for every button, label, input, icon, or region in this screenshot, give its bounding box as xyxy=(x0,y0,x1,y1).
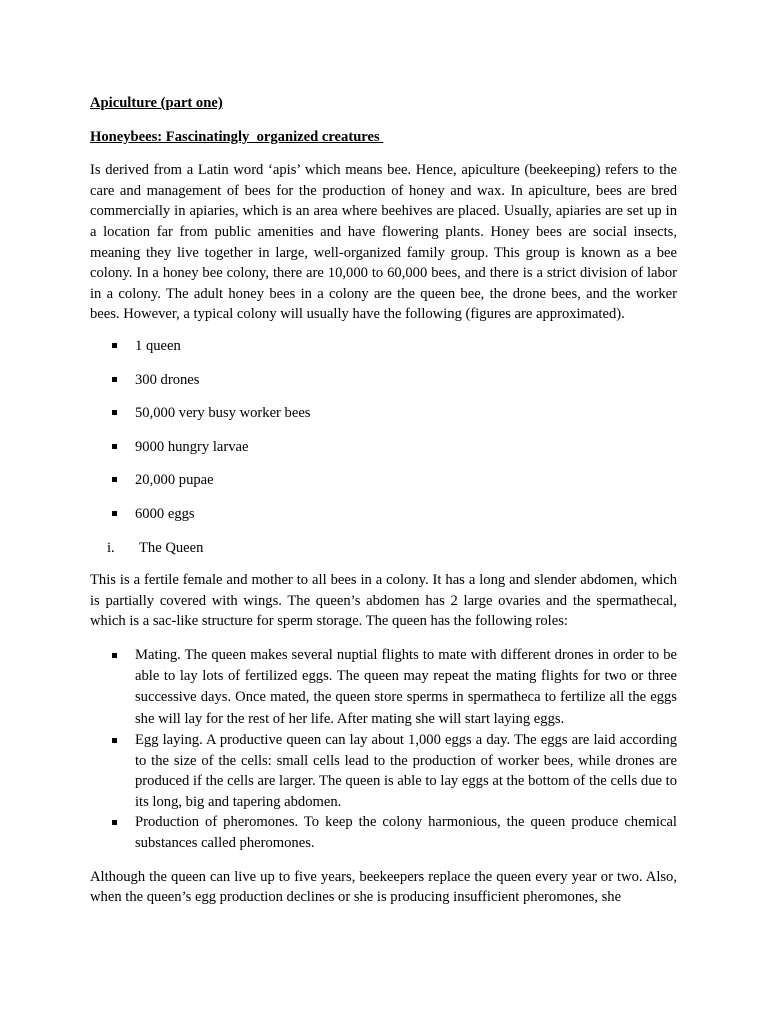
square-bullet-icon xyxy=(112,377,117,382)
list-item: Egg laying. A productive queen can lay about 1,000 eggs a day. The eggs are laid according to the size of the cells: small cells lead to the production of worker bees, while drones are produced if the cells are larger. The queen is able to lay eggs at the bottom of the cells due to its long, big and tapering abdomen. xyxy=(90,730,677,812)
queen-roles-list xyxy=(90,645,677,854)
colony-composition-list xyxy=(90,336,677,525)
document-page xyxy=(90,93,677,908)
list-item: Mating. The queen makes several nuptial flights to mate with different drones in order to be able to lay lots of fertilized eggs. The queen may repeat the mating flights for two or three successive days. Once mated, the queen store sperms in spermatheca to fertilize all the eggs she will lay for the rest of her life. After mating she will start laying eggs. xyxy=(90,645,677,730)
section-title: The Queen xyxy=(139,539,204,556)
section-heading-queen xyxy=(90,538,677,559)
square-bullet-icon xyxy=(112,653,117,658)
document-subtitle: Honeybees: Fascinatingly organized creatures xyxy=(90,128,384,145)
square-bullet-icon xyxy=(112,820,117,825)
square-bullet-icon xyxy=(112,511,117,516)
document-title: Apiculture (part one) xyxy=(90,95,223,111)
square-bullet-icon xyxy=(112,410,117,415)
square-bullet-icon xyxy=(112,477,117,482)
list-item: 50,000 very busy worker bees xyxy=(90,403,677,424)
list-item: 6000 eggs xyxy=(90,504,677,525)
list-item: 1 queen xyxy=(90,336,677,357)
list-item: 300 drones xyxy=(90,370,677,391)
intro-paragraph: Is derived from a Latin word ‘apis’ which means bee. Hence, apiculture (beekeeping) refers to the care and management of bees for the production of honey and wax. In apiculture, bees are bred commercially in apiaries, which is an area where beehives are placed. Usually, apiaries are set up in a location far from public amenities and have flowering plants. Honey bees are social insects, meaning they live together in large, well-organized family group. This group is known as a bee colony. In a honey bee colony, there are 10,000 to 60,000 bees, and there is a strict division of labor in a colony. The adult honey bees in a colony are the queen bee, the drone bees, and the worker bees. However, a typical colony will usually have the following (figures are approximated). xyxy=(90,162,677,323)
list-item: 9000 hungry larvae xyxy=(90,437,677,458)
square-bullet-icon xyxy=(112,444,117,449)
list-item: 20,000 pupae xyxy=(90,470,677,491)
closing-paragraph: Although the queen can live up to five years, beekeepers replace the queen every year or two. Also, when the queen’s egg production declines or she is producing insufficient pheromones, she xyxy=(90,868,677,906)
square-bullet-icon xyxy=(112,738,117,743)
list-item: Production of pheromones. To keep the colony harmonious, the queen produce chemical substances called pheromones. xyxy=(90,812,677,853)
section-number: i. xyxy=(107,539,115,556)
square-bullet-icon xyxy=(112,343,117,348)
queen-description-paragraph: This is a fertile female and mother to all bees in a colony. It has a long and slender abdomen, which is partially covered with wings. The queen’s abdomen has 2 large ovaries and the spermathecal, which is a sac-like structure for sperm storage. The queen has the following roles: xyxy=(90,572,677,630)
